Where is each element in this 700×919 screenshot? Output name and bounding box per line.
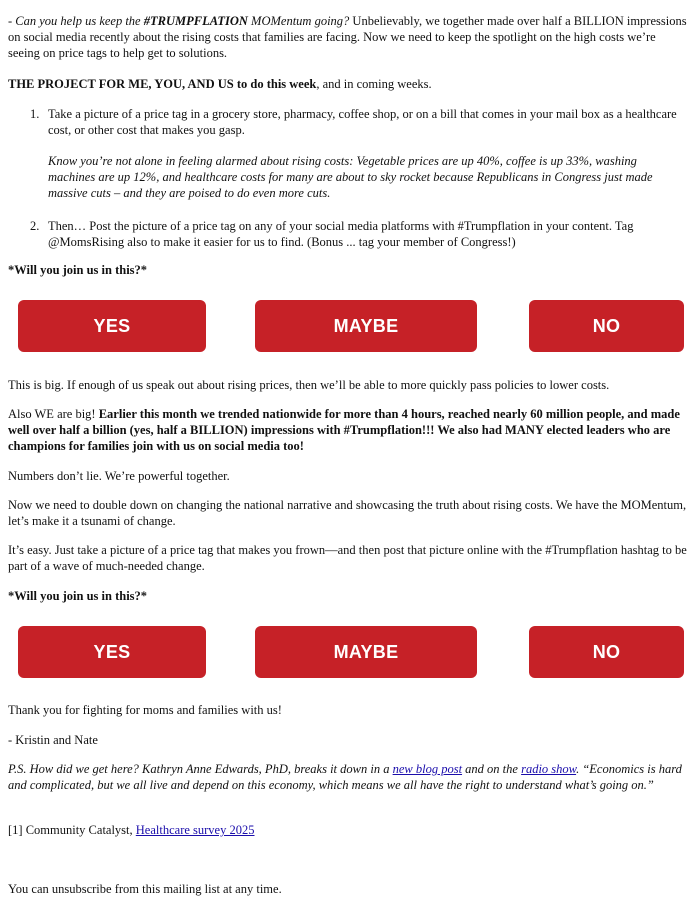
unsubscribe-notice: You can unsubscribe from this mailing list at any time. — [8, 882, 282, 896]
body-paragraph: It’s easy. Just take a picture of a price tag that makes you frown—and then post that picture online with the #Trumpflation hashtag to be part of a wave of much-needed change. — [8, 543, 687, 573]
thanks-line: Thank you for fighting for moms and families with us! — [8, 703, 282, 717]
footnote-text: [1] Community Catalyst, — [8, 823, 136, 837]
maybe-button[interactable]: MAYBE — [255, 300, 477, 352]
body-paragraph: This is big. If enough of us speak out about rising prices, then we’ll be able to more quickly pass policies to lower costs. — [8, 378, 610, 392]
body-paragraph — [8, 406, 692, 454]
yes-button[interactable]: YES — [18, 300, 206, 352]
intro-hashtag: #TRUMPFLATION — [143, 14, 248, 28]
ps-paragraph — [8, 761, 692, 793]
step-1-note: Know you’re not alone in feeling alarmed about rising costs: Vegetable prices are up 40%, coffee is up 33%, washing machines are up 12%, and healthcare costs for many are about to sky rocket because Republicans in Congress just made massive cuts – and they are poised to do even more cuts. — [48, 154, 653, 200]
signature: - Kristin and Nate — [8, 733, 98, 747]
body-lead: Also WE are big! — [8, 407, 99, 421]
no-button[interactable]: NO — [529, 300, 684, 352]
ps-quote: . “Economics is hard and complicated, but we all live and depend on this economy, which means we all have the right to understand what’s going on.” — [8, 762, 682, 792]
project-heading — [8, 76, 688, 92]
blog-post-link[interactable]: new blog post — [392, 762, 463, 776]
intro-question — [15, 14, 349, 28]
footnote — [8, 822, 254, 838]
ps-text: and on the — [462, 762, 522, 776]
intro-question-end: MOMentum going? — [247, 14, 350, 28]
body-highlight: Earlier this month we trended nationwide for more than 4 hours, reached nearly 60 million people, and made well over half a billion (yes, half a BILLION) impressions with #Trumpflation!!! We also had MANY elected leaders who are champions for families join with us on social media too! — [8, 407, 680, 453]
intro-paragraph — [8, 13, 688, 61]
yes-button[interactable]: YES — [18, 626, 206, 678]
project-title: THE PROJECT FOR ME, YOU, AND US to do this week — [8, 77, 317, 91]
project-rest: , and in coming weeks. — [316, 77, 432, 91]
maybe-button[interactable]: MAYBE — [255, 626, 477, 678]
ps-text: P.S. How did we get here? Kathryn Anne Edwards, PhD, breaks it down in a — [8, 762, 393, 776]
intro-lead: - — [8, 14, 16, 28]
radio-show-link[interactable]: radio show — [521, 762, 577, 776]
join-question: *Will you join us in this?* — [8, 263, 148, 277]
no-button[interactable]: NO — [529, 626, 684, 678]
intro-question-text: Can you help us keep the — [15, 14, 144, 28]
step-number: 1. — [30, 107, 40, 121]
healthcare-survey-link[interactable]: Healthcare survey 2025 — [135, 823, 255, 837]
body-paragraph: Now we need to double down on changing the national narrative and showcasing the truth about rising costs. We have the MOMentum, let’s make it a tsunami of change. — [8, 498, 687, 528]
intro-rest: Unbelievably, we together made over half a BILLION impressions on social media recently about the rising costs that families are facing. Now we need to keep the spotlight on the high costs we’re seeing on price tags to help get to solutions. — [8, 14, 687, 60]
step-number: 2. — [30, 219, 40, 233]
step-1-text: Take a picture of a price tag in a grocery store, pharmacy, coffee shop, or on a bill that comes in your mail box as a healthcare cost, or other cost that makes you gasp. — [48, 107, 677, 137]
step-2-text: Then… Post the picture of a price tag on any of your social media platforms with #Trumpflation in your content. Tag @MomsRising also to make it easier for us to find. (Bonus ... tag your member of Congress!) — [48, 219, 634, 249]
join-question: *Will you join us in this?* — [8, 589, 148, 603]
body-paragraph: Numbers don’t lie. We’re powerful together. — [8, 469, 230, 483]
